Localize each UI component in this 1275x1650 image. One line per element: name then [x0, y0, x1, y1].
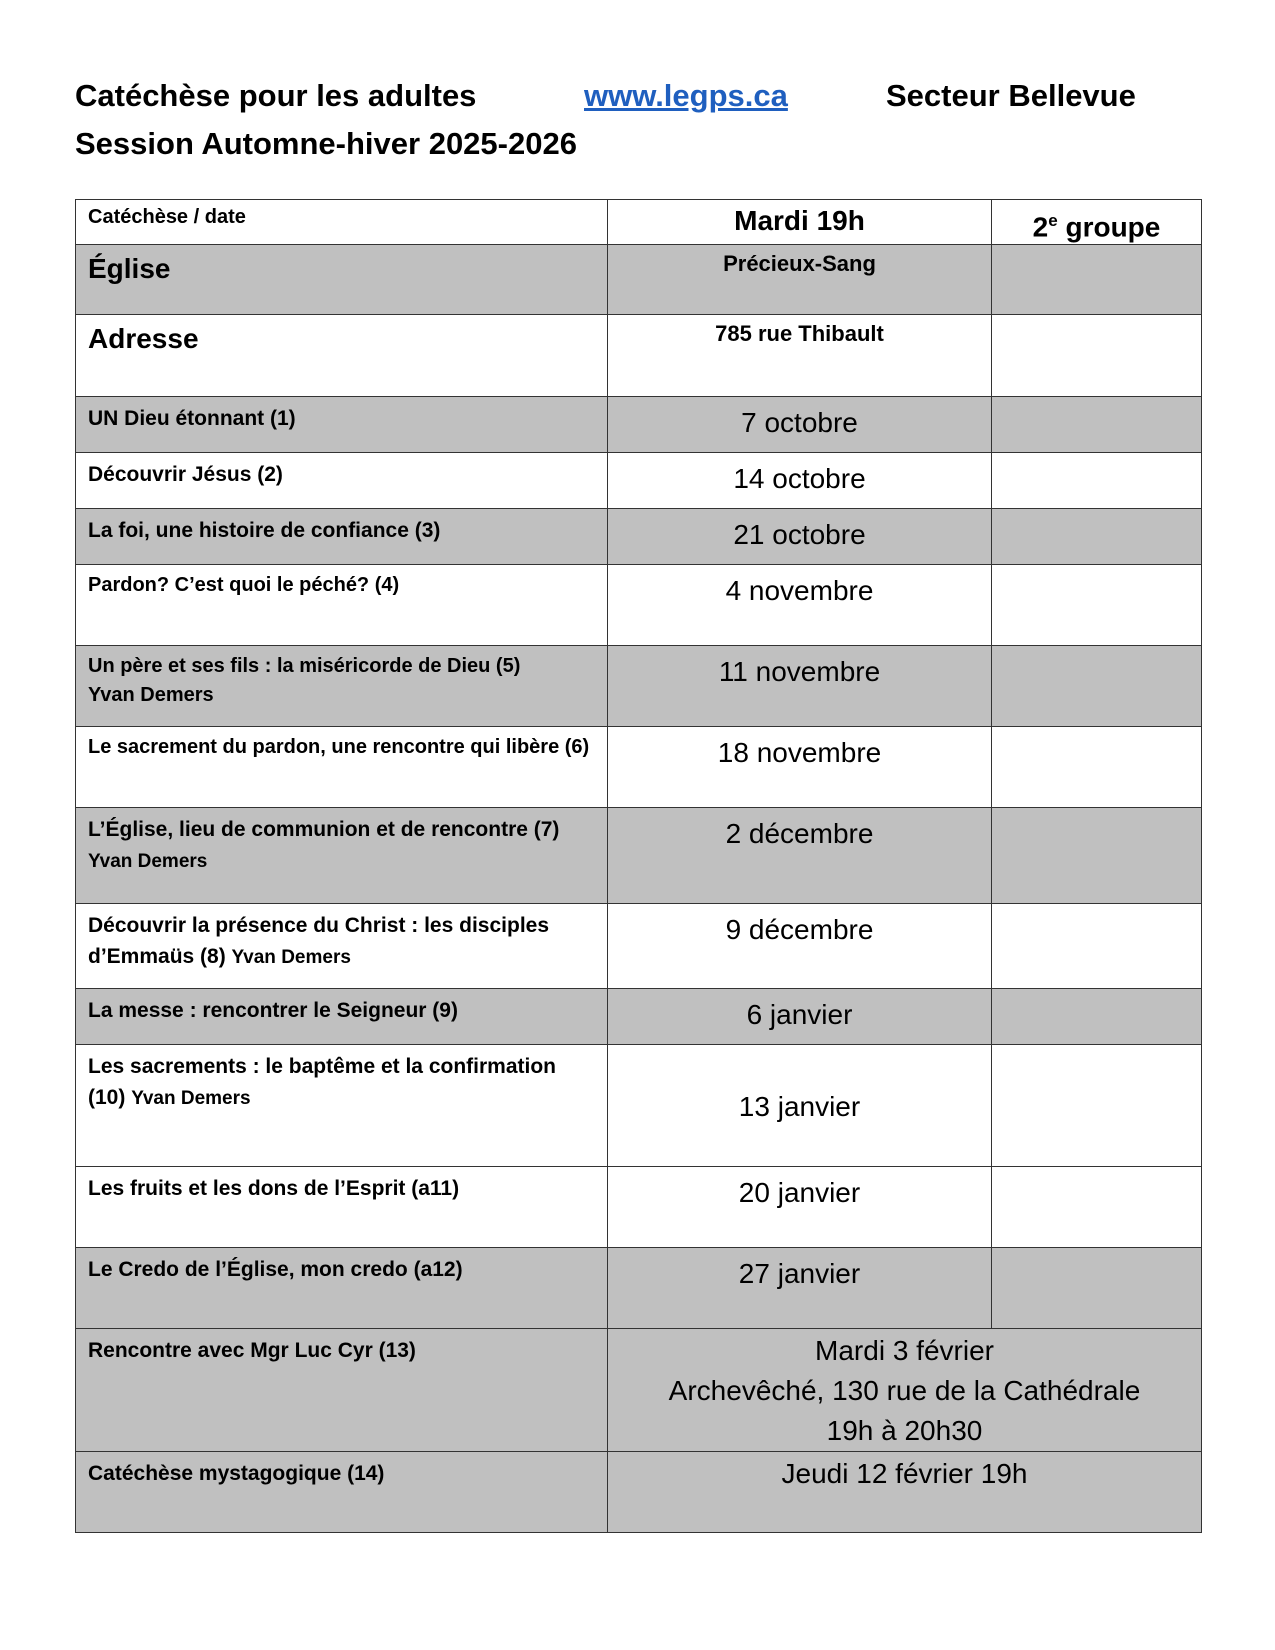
speaker-name: Yvan Demers: [231, 947, 351, 969]
topic-label: Les sacrements : le baptême et la confirmation (10) Yvan Demers: [88, 1055, 556, 1110]
topic-label: Un père et ses fils : la miséricorde de Dieu (5) Yvan Demers: [88, 655, 521, 707]
sector-name: Secteur Bellevue: [886, 78, 1136, 113]
topic-label: Le Credo de l’Église, mon credo (a12): [88, 1258, 463, 1282]
meeting-row: [76, 1329, 1202, 1452]
session-date: Jeudi 12 février 19h: [781, 1458, 1028, 1490]
session-date: 9 décembre: [725, 914, 874, 946]
table-header-row: [76, 200, 1202, 245]
topic-label: UN Dieu étonnant (1): [88, 407, 296, 431]
topic-label: Découvrir la présence du Christ : les disciples d’Emmaüs (8) Yvan Demers: [88, 914, 550, 969]
session-date: 2 décembre: [725, 818, 874, 850]
church-value: Précieux-Sang: [723, 251, 876, 277]
table-row: [76, 989, 1202, 1045]
topic-label: La messe : rencontrer le Seigneur (9): [88, 999, 458, 1023]
speaker-name: Yvan Demers: [131, 1088, 251, 1110]
website-link[interactable]: www.legps.ca: [584, 78, 788, 113]
topic-label: Catéchèse mystagogique (14): [88, 1462, 385, 1486]
table-row: [76, 1248, 1202, 1329]
topic-label: Les fruits et les dons de l’Esprit (a11): [88, 1177, 460, 1201]
session-date: 13 janvier: [738, 1091, 861, 1123]
mystagogy-row: [76, 1452, 1202, 1533]
session-date: 27 janvier: [738, 1258, 861, 1290]
topic-label: Le sacrement du pardon, une rencontre qui libère (6): [88, 736, 590, 759]
col1-header: Catéchèse / date: [88, 206, 246, 228]
table-row: [76, 1045, 1202, 1167]
session-date: 18 novembre: [717, 737, 882, 769]
speaker-name: Yvan Demers: [88, 684, 214, 707]
table-row: [76, 453, 1202, 509]
church-row: [76, 245, 1202, 315]
session-date: 7 octobre: [741, 407, 858, 439]
session-date: 21 octobre: [733, 519, 866, 551]
table-row: [76, 727, 1202, 808]
header-line: [75, 78, 1200, 122]
meeting-date: Mardi 3 février: [815, 1335, 994, 1367]
meeting-details: [608, 1329, 1201, 1451]
schedule-table: [75, 199, 1202, 1533]
topic-label: L’Église, lieu de communion et de rencontre (7) Yvan Demers: [88, 818, 560, 873]
table-row: [76, 808, 1202, 904]
address-label: Adresse: [88, 323, 199, 355]
session-date: 14 octobre: [733, 463, 866, 495]
meeting-time: 19h à 20h30: [826, 1415, 983, 1447]
session-title: Session Automne-hiver 2025-2026: [75, 126, 577, 161]
session-date: 20 janvier: [738, 1177, 861, 1209]
document-title: Catéchèse pour les adultes: [75, 78, 477, 113]
col3-header: 2e groupe: [1032, 211, 1161, 243]
col2-header: Mardi 19h: [734, 205, 865, 236]
topic-label: Pardon? C’est quoi le péché? (4): [88, 574, 400, 597]
table-row: [76, 904, 1202, 989]
speaker-name: Yvan Demers: [88, 851, 208, 873]
church-label: Église: [88, 253, 171, 285]
address-row: [76, 315, 1202, 397]
session-date: 4 novembre: [725, 575, 874, 607]
session-date: 11 novembre: [718, 656, 881, 688]
topic-label: Découvrir Jésus (2): [88, 463, 283, 487]
session-date: 6 janvier: [746, 999, 853, 1031]
document-header: [75, 78, 1200, 122]
topic-label: La foi, une histoire de confiance (3): [88, 519, 441, 543]
table-row: [76, 565, 1202, 646]
table-row: [76, 1167, 1202, 1248]
meeting-location: Archevêché, 130 rue de la Cathédrale: [668, 1375, 1141, 1407]
table-row: [76, 397, 1202, 453]
table-row: [76, 509, 1202, 565]
address-value: 785 rue Thibault: [715, 321, 884, 347]
topic-label: Rencontre avec Mgr Luc Cyr (13): [88, 1339, 416, 1363]
table-row: [76, 646, 1202, 727]
